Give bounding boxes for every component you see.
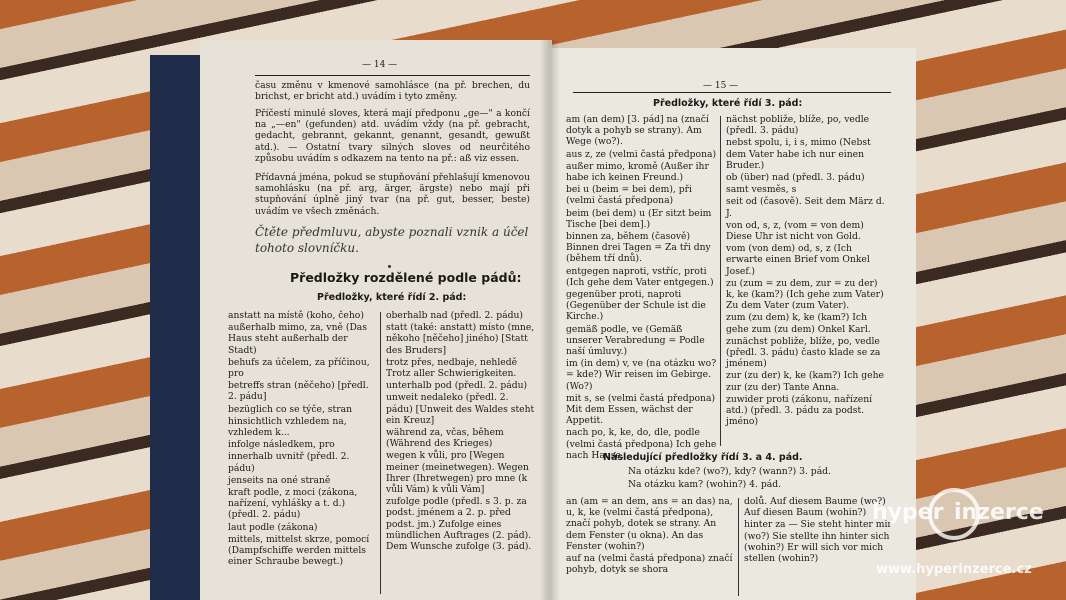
entry: hinsichtlich vzhledem na, vzhledem k...	[228, 415, 347, 439]
entry: zufolge podle (předl. s 3. p. za podst. jménem a 2. p. před podst. jm.) Zufolge eines mündlichen Auftrages (2. pád). Dem Wunsche zufolge (3. pád).	[386, 496, 532, 553]
intro-paragraph-2: Příčestí minulé sloves, která mají předponu „ge—" a končí na „—en" (gefunden) atd. uvádím vždy (na př. gebracht, gedacht, gebrannt, gekannt, genannt, gesandt, gewußt atd.). — Ostatní tvary silných sloves od neurčitého způsobu uvádím s odkazem na tento na př.: aß viz essen.	[255, 108, 530, 164]
entry: von od, s, z, (vom = von dem) Diese Uhr ist nicht von Gold.	[726, 219, 864, 243]
entry: samt vesměs, s	[726, 184, 797, 196]
section-heading: Předložky rozdělené podle pádů:	[290, 270, 522, 285]
page-number: — 15 —	[703, 81, 739, 91]
entry: gegenüber proti, naproti (Gegenüber der Schule ist die Kirche.)	[566, 289, 706, 323]
entry: dolů. Auf diesem Baume (wo?) Auf diesen Baum (wohin?)	[744, 496, 886, 519]
entry: außerhalb mimo, za, vně (Das Haus steht außerhalb der Stadt)	[228, 322, 367, 356]
preposition-column-b	[386, 310, 536, 553]
preposition-column-c	[566, 496, 734, 576]
entry: seit od (časově). Seit dem März d. J.	[726, 196, 885, 219]
entry: mit s, se (velmi častá předpona) Mit dem Essen, wächst der Appetit.	[566, 392, 716, 427]
entry: an (am = an dem, ans = an das) na, u, k, ke (velmi častá předpona), značí pohyb, dotek se strany. An dem Fenster (u okna). An das Fenster (wohin?)	[566, 496, 733, 552]
entry: unweit nedaleko (předl. 2. pádu) [Unweit des Waldes steht ein Kreuz]	[386, 392, 535, 426]
header-rule	[255, 75, 530, 76]
page-number: — 14 —	[362, 60, 398, 70]
entry: jenseits na oné straně	[228, 474, 331, 486]
right-page	[548, 48, 916, 600]
intro-paragraph-3: Přídavná jména, pokud se stupňování přehlašují kmenovou samohlásku (na př. arg, ärger, ärgste) nebo mají při stupňování úplně jiný tvar (na př. gut, besser, beste) uvádím ve všech změnách.	[255, 172, 530, 217]
preposition-column-b	[726, 114, 886, 428]
entry: zur (zu der) k, ke (kam?) Ich gehe zur (zu der) Tante Anna.	[726, 370, 884, 393]
entry: während za, včas, během (Während des Krieges)	[386, 427, 504, 450]
entry: aus z, ze (velmi častá předpona)	[566, 148, 717, 160]
entry: kraft podle, z moci (zákona, nařízení, vyhlášky a t. d.) (předl. 2. pádu)	[228, 487, 358, 521]
entry: hinter za — Sie steht hinter mir (wo?) Sie stellte ihn hinter sich (wohin?) Er will sich vor mich stellen (wohin?)	[744, 519, 892, 565]
column-divider	[738, 498, 739, 596]
entry: außer mimo, kromě (Außer ihr habe ich keinen Freund.)	[566, 160, 709, 184]
preposition-column-a	[228, 310, 376, 568]
entry: anstatt na místě (koho, čeho)	[228, 310, 364, 321]
entry: nebst spolu, i, i s, mimo (Nebst dem Vater habe ich nur einen Bruder.)	[726, 137, 871, 171]
watermark-logo-a: hyper	[872, 500, 944, 525]
intro-paragraph-1: času změnu v kmenové samohlásce (na př. brechen, du brichst, er bricht atd.) uvádím i tyto změny.	[255, 80, 530, 103]
entry: entgegen naproti, vstříc, proti (Ich gehe dem Vater entgegen.)	[566, 265, 714, 288]
entry: betreffs stran (něčeho) [předl. 2. pádu]	[228, 380, 369, 403]
watermark-url: www.hyperinzerce.cz	[876, 562, 1032, 577]
column-divider	[380, 312, 381, 594]
section-subheading: Předložky, které řídí 2. pád:	[317, 292, 467, 303]
entry: trotz přes, nedbaje, nehledě Trotz aller Schwierigkeiten.	[386, 356, 518, 380]
entry: auf na (velmi častá předpona) značí pohyb, dotyk se shora	[566, 553, 733, 576]
entry: mittels, mittelst skrze, pomocí (Dampfschiffe werden mittels einer Schraube bewegt.)	[228, 533, 370, 568]
section-subheading: Předložky, které řídí 3. pád:	[653, 98, 803, 109]
entry: wegen k vůli, pro [Wegen meiner (meinetwegen). Wegen Ihrer (Ihretwegen) pro mne (k vůli Vám) k vůli Vám]	[386, 450, 529, 496]
column-divider	[720, 116, 721, 446]
section-heading-2: Následující předložky řídí 3. a 4. pád.	[603, 452, 803, 463]
entry: beim (bei dem) u (Er sitzt beim Tische [bei dem].)	[566, 207, 712, 230]
header-rule	[573, 92, 891, 93]
entry: zu (zum = zu dem, zur = zu der) k, ke (kam?) (Ich gehe zum Vater) Zu dem Vater (zum Vater).	[726, 277, 884, 312]
question-line-2: Na otázku kam? (wohin?) 4. pád.	[628, 479, 782, 490]
entry: zum (zu dem) k, ke (kam?) Ich gehe zum (zu dem) Onkel Karl.	[726, 312, 871, 335]
entry: ob (über) nad (předl. 3. pádu)	[726, 172, 865, 184]
entry: unterhalb pod (předl. 2. pádu)	[386, 380, 528, 392]
entry: bei u (beim = bei dem), při (velmi častá předpona)	[566, 184, 692, 207]
entry: binnen za, během (časově) Binnen drei Tagen = Za tři dny (během tří dnů).	[566, 231, 711, 265]
left-page	[200, 40, 552, 600]
italic-note: Čtěte předmluvu, abyste poznali vznik a účel tohoto slovníčku.	[255, 225, 529, 255]
watermark-logo-b: inzerce	[954, 500, 1044, 525]
entry: nach po, k, ke, do, dle, podle (velmi častá předpona) Ich gehe nach Hause.	[566, 427, 717, 461]
entry: innerhalb uvnitř (předl. 2. pádu)	[228, 451, 350, 474]
entry: gemäß podle, ve (Gemäß unserer Verabredung = Podle naší úmluvy.)	[566, 323, 705, 358]
entry: im (in dem) v, ve (na otázku wo? = kde?) Wir reisen im Gebirge. (Wo?)	[566, 358, 717, 392]
question-line-1: Na otázku kde? (wo?), kdy? (wann?) 3. pád.	[628, 466, 831, 477]
separator-dot	[388, 265, 391, 268]
entry: vom (von dem) od, s, z (Ich erwarte einen Brief vom Onkel Josef.)	[726, 243, 870, 277]
entry: zunächst pobliže, blíže, po, vedle (předl. 3. pádu) často klade se za jménem)	[726, 335, 881, 370]
entry: bezüglich co se týče, stran	[228, 403, 352, 415]
book-gutter-shadow	[540, 40, 560, 600]
entry: behufs za účelem, za příčinou, pro	[228, 356, 370, 380]
entry: nächst pobliže, blíže, po, vedle (předl. 3. pádu)	[726, 114, 870, 137]
watermark-logo	[872, 496, 1052, 536]
entry: am (an dem) [3. pád] na (značí dotyk a pohyb se strany). Am Wege (wo?).	[566, 114, 709, 148]
entry: statt (také: anstatt) místo (mne, někoho [něčeho] jiného) [Statt des Bruders]	[386, 322, 535, 356]
entry: infolge následkem, pro	[228, 439, 335, 451]
entry: zuwider proti (zákonu, nařízení atd.) (předl. 3. pádu za podst. jméno)	[726, 393, 873, 428]
entry: laut podle (zákona)	[228, 521, 318, 533]
preposition-column-a	[566, 114, 718, 462]
entry: oberhalb nad (předl. 2. pádu)	[386, 310, 523, 321]
